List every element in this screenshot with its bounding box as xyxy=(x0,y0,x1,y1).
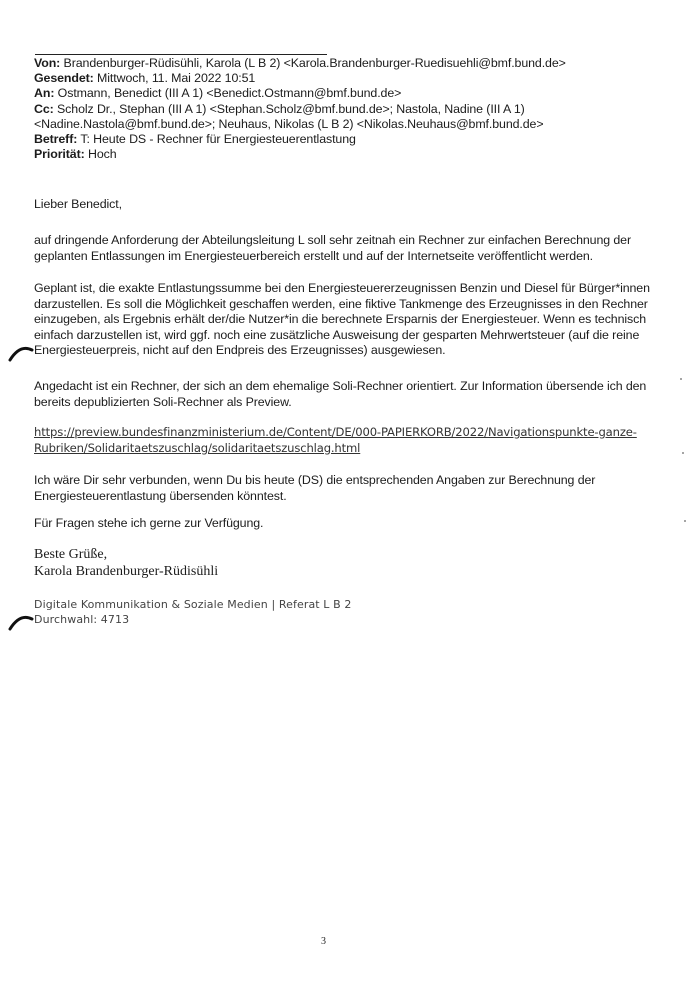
scan-speck xyxy=(684,520,686,522)
phone-line: Durchwahl: 4713 xyxy=(34,613,130,626)
sent-row xyxy=(34,71,644,86)
header-separator-line xyxy=(35,54,327,55)
sent-label: Gesendet: xyxy=(34,71,94,86)
paragraph-4-line-1: Ich wäre Dir sehr verbunden, wenn Du bis heute (DS) die entsprechenden Angaben zur Berechnung der xyxy=(34,473,596,487)
paragraph-3-line-1: Angedacht ist ein Rechner, der sich an dem ehemalige Soli-Rechner orientiert. Zur Information übersende ich den xyxy=(34,379,647,393)
priority-value: Hoch xyxy=(84,147,117,162)
paragraph-4 xyxy=(34,473,659,504)
paragraph-1 xyxy=(34,233,659,264)
cc-row-continued xyxy=(34,117,644,132)
email-header xyxy=(34,56,644,162)
greeting-text: Lieber Benedict, xyxy=(34,197,122,211)
subject-row xyxy=(34,132,644,147)
scan-speck xyxy=(680,378,682,380)
paragraph-2-line-5: Energiesteuerpreis, nicht auf den Endpreis des Erzeugnisses) ausgewiesen. xyxy=(34,343,446,358)
paragraph-2 xyxy=(34,281,659,359)
paragraph-2-line-3: einzugeben, als Ergebnis erhält der/die Nutzer*in die berechnete Ersparnis der Energiesteuer. Wenn es technisch xyxy=(34,312,647,327)
paragraph-1-line-1: auf dringende Anforderung der Abteilungsleitung L soll sehr zeitnah ein Rechner zur einfachen Berechnung der xyxy=(34,233,631,247)
preview-link-line-2[interactable]: Rubriken/Solidaritaetszuschlag/solidaritaetszuschlag.html xyxy=(34,440,361,455)
paragraph-5 xyxy=(34,516,659,532)
from-value: Brandenburger-Rüdisühli, Karola (L B 2) <Karola.Brandenburger-Ruedisuehli@bmf.bund.de> xyxy=(60,56,566,70)
cc-value-line2: <Nadine.Nastola@bmf.bund.de>; Neuhaus, Nikolas (L B 2) <Nikolas.Neuhaus@bmf.bund.de> xyxy=(34,116,544,131)
to-row xyxy=(34,86,644,101)
from-label: Von: xyxy=(34,56,61,70)
sender-footer xyxy=(34,597,351,627)
preview-link[interactable] xyxy=(34,425,659,456)
scan-speck xyxy=(682,452,684,454)
priority-label: Priorität: xyxy=(34,147,85,162)
sender-name: Karola Brandenburger-Rüdisühli xyxy=(34,564,219,579)
cc-value-line1: Scholz Dr., Stephan (III A 1) <Stephan.Scholz@bmf.bund.de>; Nastola, Nadine (III A 1) xyxy=(53,101,525,116)
paragraph-2-line-2: darzustellen. Es soll die Möglichkeit geschaffen werden, eine fiktive Tankmenge des Erzeugnisses in den Rechner xyxy=(34,296,648,311)
signature xyxy=(34,546,218,580)
cc-label: Cc: xyxy=(34,101,54,116)
paragraph-4-line-2: Energiesteuerentlastung übersenden könntest. xyxy=(34,488,287,503)
sent-value: Mittwoch, 11. Mai 2022 10:51 xyxy=(93,71,256,86)
department-line: Digitale Kommunikation & Soziale Medien | Referat L B 2 xyxy=(34,598,352,611)
to-label: An: xyxy=(34,86,55,101)
preview-link-line-1[interactable]: https://preview.bundesfinanzministerium.de/Content/DE/000-PAPIERKORB/2022/Navigationspunkte-ganze- xyxy=(34,425,637,439)
greeting xyxy=(34,197,659,213)
punch-hole-arc-icon xyxy=(8,342,34,362)
paragraph-2-line-1: Geplant ist, die exakte Entlastungssumme bei den Energiesteuererzeugnissen Benzin und Diesel für Bürger*innen xyxy=(34,281,650,295)
punch-hole-arc-icon xyxy=(8,611,34,631)
from-row xyxy=(34,56,644,71)
subject-value: T: Heute DS - Rechner für Energiesteuerentlastung xyxy=(77,132,356,147)
paragraph-3 xyxy=(34,379,659,410)
closing: Beste Grüße, xyxy=(34,547,108,562)
page-number: 3 xyxy=(321,936,326,947)
priority-row xyxy=(34,147,644,162)
subject-label: Betreff: xyxy=(34,132,78,147)
paragraph-5-text: Für Fragen stehe ich gerne zur Verfügung. xyxy=(34,516,264,530)
paragraph-3-line-2: bereits depublizierten Soli-Rechner als Preview. xyxy=(34,394,292,409)
to-value: Ostmann, Benedict (III A 1) <Benedict.Ostmann@bmf.bund.de> xyxy=(54,86,402,101)
paragraph-2-line-4: einfach darzustellen ist, wird ggf. noch eine zusätzliche Ausweisung der gesparten Mehrwertsteuer (auf die reine xyxy=(34,327,640,342)
paragraph-1-line-2: geplanten Entlassungen im Energiesteuerbereich erstellt und auf der Internetseite veröffentlicht werden. xyxy=(34,248,594,263)
cc-row xyxy=(34,102,644,117)
